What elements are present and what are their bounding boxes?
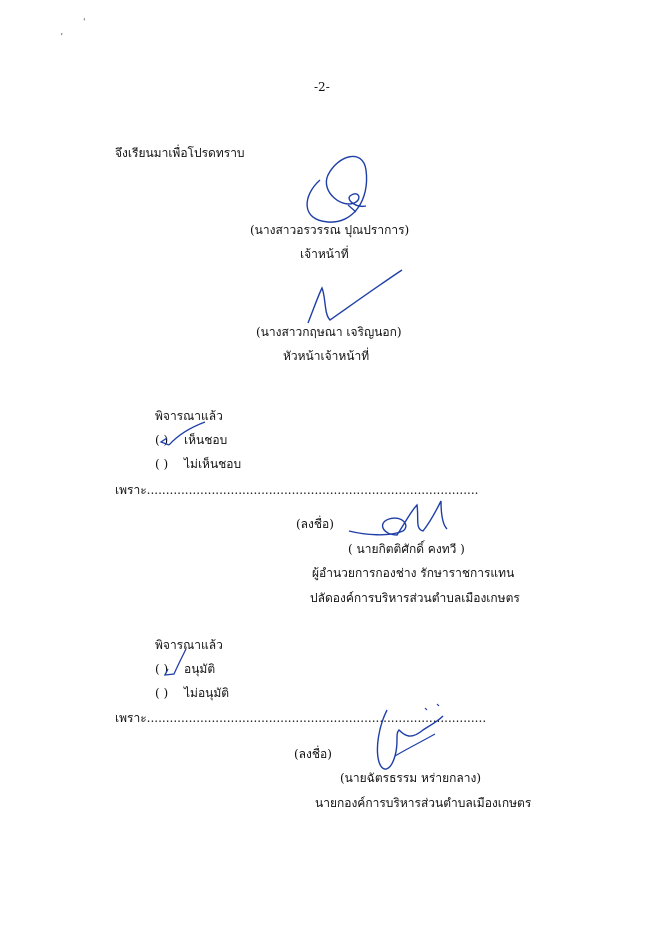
review1-name: ( นายกิตติศักดิ์ คงทวี )	[348, 542, 465, 556]
review1-sign-label: (ลงชื่อ)	[296, 517, 334, 531]
scan-speck: ʼ	[60, 33, 63, 43]
review1-title-line2: ปลัดองค์การบริหารส่วนตำบลเมืองเกษตร	[310, 591, 520, 605]
review2-heading: พิจารณาแล้ว	[155, 638, 223, 652]
head-officer-signature	[300, 268, 410, 328]
review2-sign-label: (ลงชื่อ)	[294, 747, 332, 761]
option-label: เห็นชอบ	[184, 433, 228, 447]
mayor-signature	[365, 700, 455, 780]
checkbox-paren: ( )	[155, 433, 169, 447]
review1-heading: พิจารณาแล้ว	[155, 409, 223, 423]
review2-title: นายกองค์การบริหารส่วนตำบลเมืองเกษตร	[315, 796, 532, 810]
officer-signature	[298, 150, 373, 225]
checkbox-paren: ( )	[155, 686, 169, 700]
review2-name: (นายฉัตรธรรม หร่ายกลาง)	[340, 771, 482, 785]
review2-reason-line: เพราะ.........................................................................................	[115, 711, 487, 725]
head-officer-name: (นางสาวกฤษณา เจริญนอก)	[256, 325, 402, 339]
review1-title-line1: ผู้อำนวยการกองช่าง รักษาราชการแทน	[312, 566, 515, 580]
officer-title: เจ้าหน้าที่	[300, 247, 349, 261]
intro-text: จึงเรียนมาเพื่อโปรดทราบ	[115, 146, 245, 160]
checkbox-paren: ( )	[155, 457, 169, 471]
option-label: ไม่เห็นชอบ	[184, 457, 242, 471]
review1-reason-line: เพราะ.......................................................................................	[115, 483, 479, 497]
option-label: อนุมัติ	[184, 662, 216, 676]
officer-name: (นางสาวอรวรรณ ปุณปราการ)	[250, 223, 410, 237]
page-number: -2-	[314, 80, 330, 94]
head-officer-title: หัวหน้าเจ้าหน้าที่	[283, 349, 370, 363]
scan-speck: '	[83, 18, 86, 28]
option-label: ไม่อนุมัติ	[184, 686, 230, 700]
director-signature	[345, 495, 455, 540]
checkbox-paren: ( )	[155, 662, 169, 676]
